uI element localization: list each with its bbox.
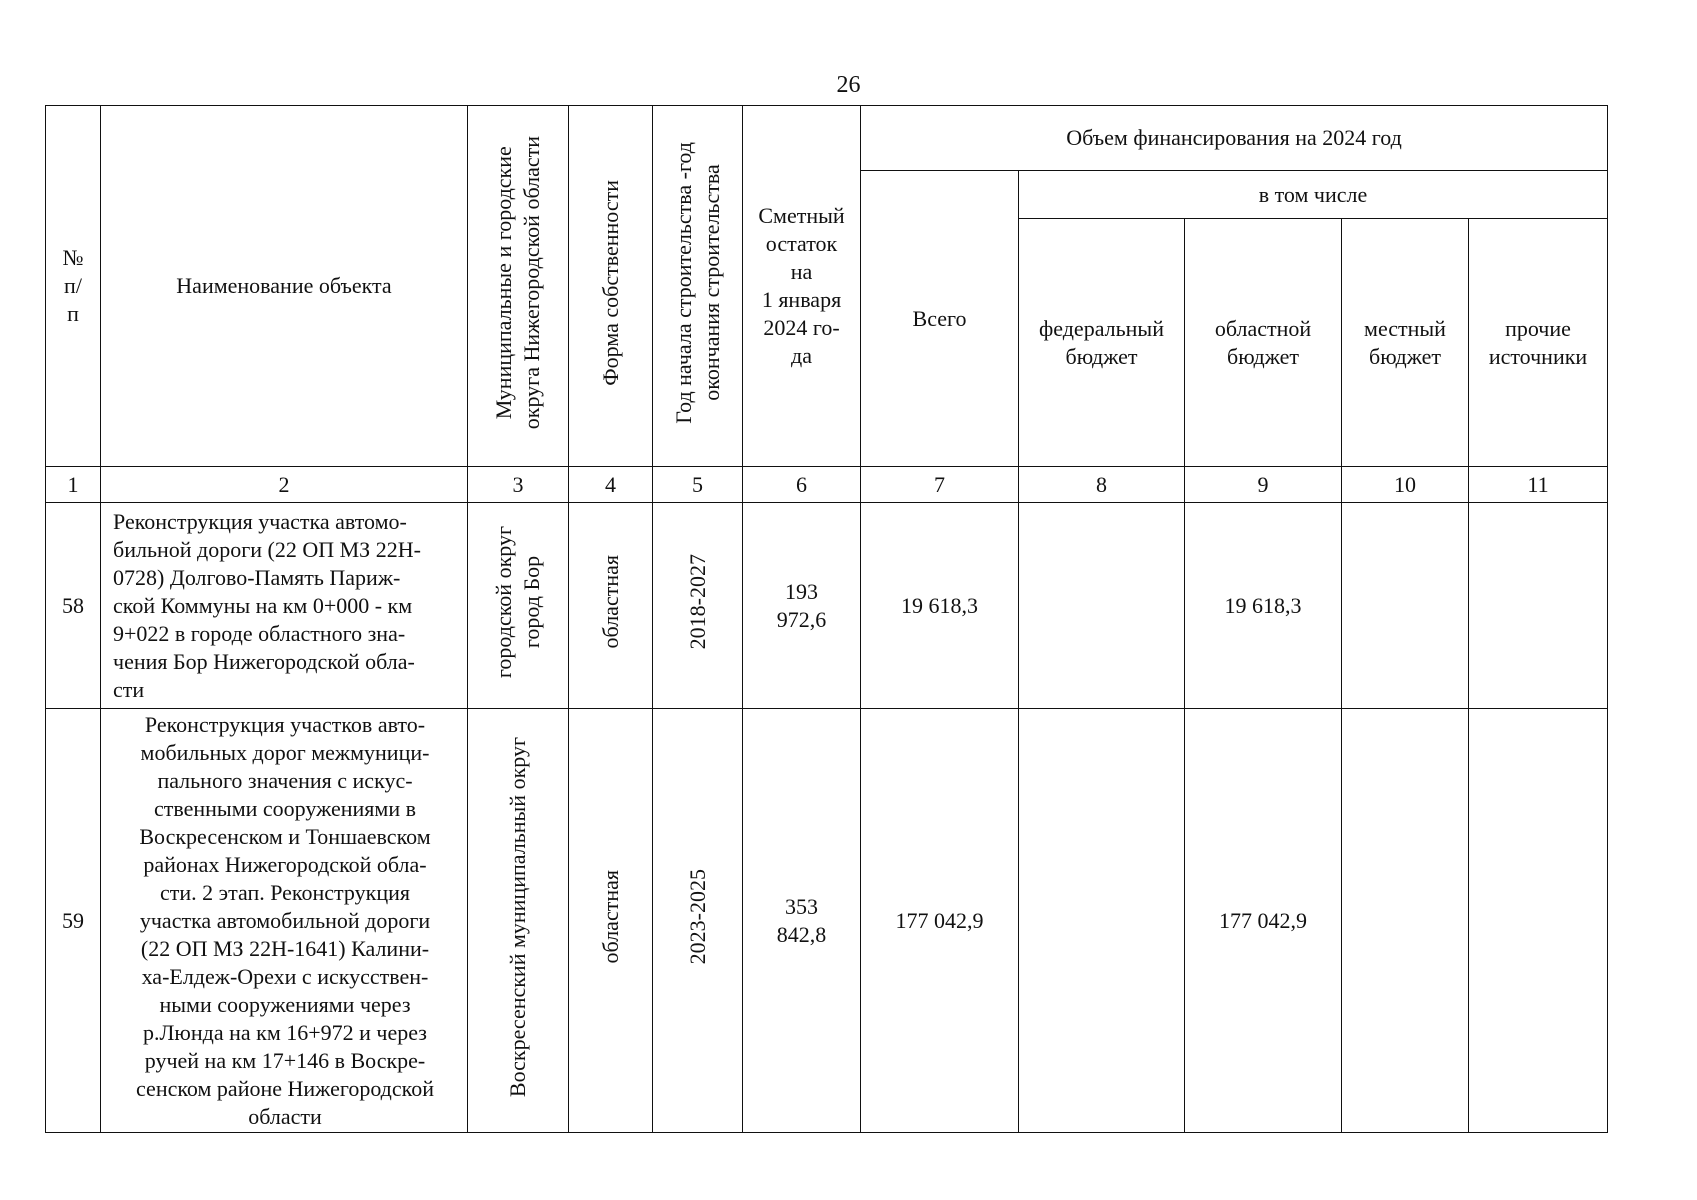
municipality: Воскресенский муниципальный округ — [468, 709, 569, 1133]
header-object-name: Наименование объекта — [101, 106, 468, 467]
local-amount — [1342, 503, 1469, 709]
total-amount: 19 618,3 — [861, 503, 1019, 709]
federal-amount — [1019, 503, 1185, 709]
estimate-balance: 353 842,8 — [743, 709, 861, 1133]
table-row — [46, 503, 1608, 709]
federal-amount — [1019, 709, 1185, 1133]
column-number: 9 — [1185, 467, 1342, 503]
construction-years: 2018-2027 — [653, 503, 743, 709]
header-estimate: Сметный остаток на 1 января 2024 го- да — [743, 106, 861, 467]
object-name: Реконструкция участка автомо- бильной дороги (22 ОП МЗ 22Н- 0728) Долгово-Память Париж- ской Коммуны на км 0+000 - км 9+022 в городе областного зна- чения Бор Нижегородской обла- сти — [101, 503, 468, 709]
column-number: 7 — [861, 467, 1019, 503]
other-amount — [1469, 503, 1608, 709]
ownership-form: областная — [569, 503, 653, 709]
header-local: местный бюджет — [1342, 219, 1469, 467]
column-number: 6 — [743, 467, 861, 503]
estimate-balance: 193 972,6 — [743, 503, 861, 709]
header-num: № п/ п — [46, 106, 101, 467]
financing-table — [45, 105, 1608, 1133]
object-name: Реконструкция участков авто- мобильных дорог межмуници- пального значения с искус- ственными сооружениями в Воскресенском и Тоншаевском районах Нижегородской обла- сти. 2 этап. Реконструкция участка автомобильной дороги (22 ОП МЗ 22Н-1641) Калини- ха-Елдеж-Орехи с искусствен- ными сооружениями через р.Люнда на км 16+972 и через ручей на км 17+146 в Воскре- сенском районе Нижегородской области — [101, 709, 468, 1133]
header-funding-group: Объем финансирования на 2024 год — [861, 106, 1608, 171]
regional-amount: 177 042,9 — [1185, 709, 1342, 1133]
header-federal: федеральный бюджет — [1019, 219, 1185, 467]
header-years: Год начала строительства -год окончания строительства — [653, 106, 743, 467]
column-number: 3 — [468, 467, 569, 503]
header-regional: областной бюджет — [1185, 219, 1342, 467]
column-number-row — [46, 467, 1608, 503]
regional-amount: 19 618,3 — [1185, 503, 1342, 709]
municipality: городской округ город Бор — [468, 503, 569, 709]
column-number: 11 — [1469, 467, 1608, 503]
column-number: 2 — [101, 467, 468, 503]
header-ownership: Форма собственности — [569, 106, 653, 467]
total-amount: 177 042,9 — [861, 709, 1019, 1133]
ownership-form: областная — [569, 709, 653, 1133]
row-number: 58 — [46, 503, 101, 709]
page-number: 26 — [836, 72, 861, 98]
header-municipality: Муниципальные и городские округа Нижегородской области — [468, 106, 569, 467]
local-amount — [1342, 709, 1469, 1133]
other-amount — [1469, 709, 1608, 1133]
table-row — [46, 709, 1608, 1133]
column-number: 8 — [1019, 467, 1185, 503]
column-number: 10 — [1342, 467, 1469, 503]
column-number: 5 — [653, 467, 743, 503]
header-row-1 — [46, 106, 1608, 171]
header-total: Всего — [861, 171, 1019, 467]
construction-years: 2023-2025 — [653, 709, 743, 1133]
column-number: 4 — [569, 467, 653, 503]
row-number: 59 — [46, 709, 101, 1133]
header-including: в том числе — [1019, 171, 1608, 219]
header-other: прочие источники — [1469, 219, 1608, 467]
column-number: 1 — [46, 467, 101, 503]
